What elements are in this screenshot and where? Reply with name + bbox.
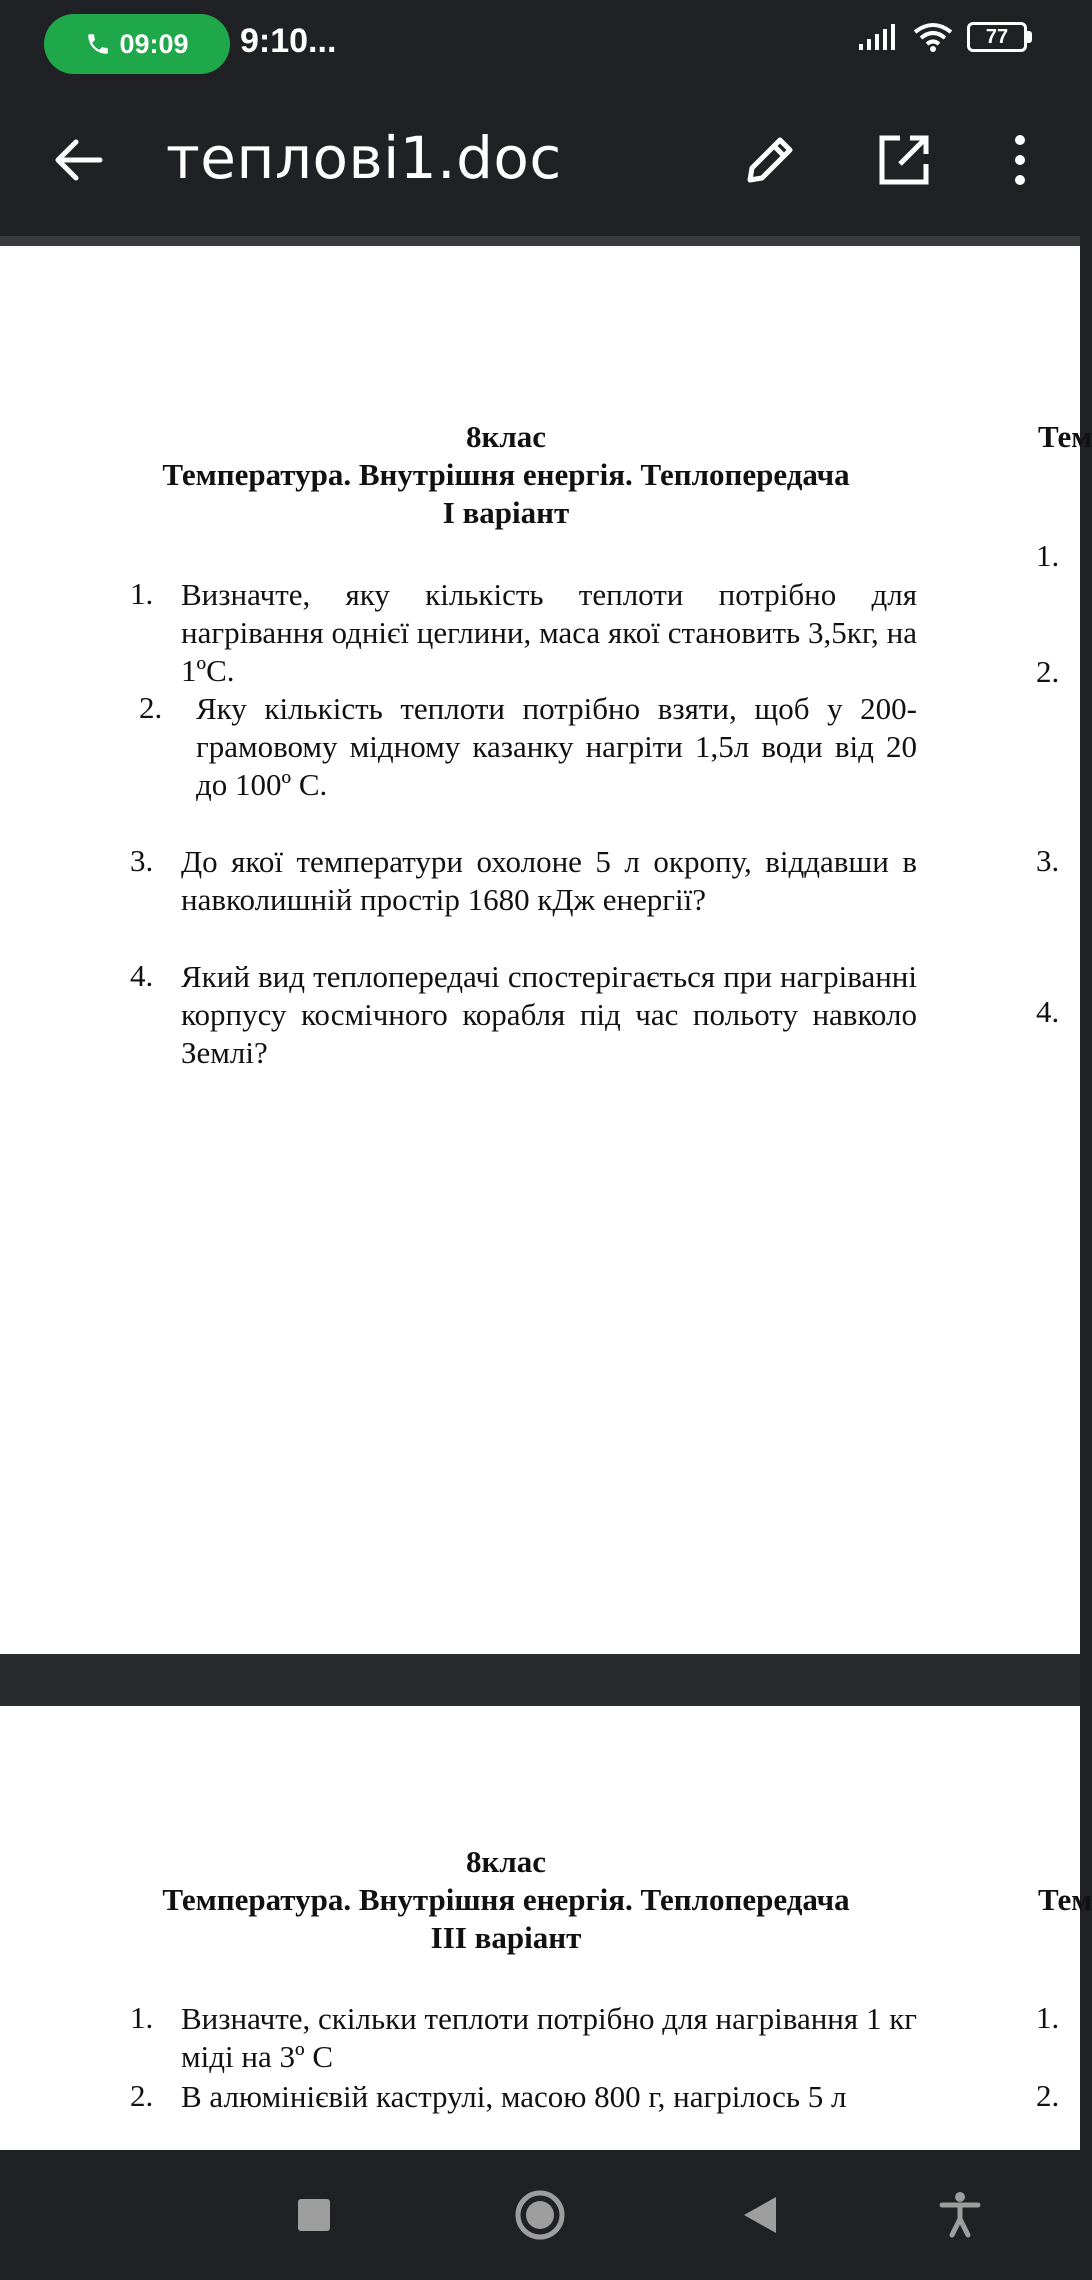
status-icons [857, 22, 1032, 52]
adjacent-question-number: 2. [1036, 654, 1060, 689]
question-text: Визначте, яку кількість теплоти потрібно для нагрівання однієї цеглини, маса якої становить 3,5кг, на 1ºС. [181, 577, 917, 688]
question-text: Яку кількість теплоти потрібно взяти, щоб у 200-грамовому мідному казанку нагріти 1,5л води від 20 до 100º С. [196, 691, 917, 802]
adjacent-question-number: 2. [1036, 2078, 1060, 2113]
home-circle-icon[interactable] [510, 2185, 570, 2245]
edit-pencil-icon[interactable] [738, 128, 802, 192]
signal-icon [857, 22, 899, 52]
open-external-icon[interactable] [872, 128, 936, 192]
page-topic: Температура. Внутрішня енергія. Теплопередача [162, 1882, 850, 1917]
question-number: 2. [130, 2078, 154, 2113]
battery-level: 77 [967, 22, 1027, 52]
question-number: 4. [130, 958, 154, 993]
question-number: 3. [130, 843, 154, 878]
page-variant: I варіант [442, 495, 570, 530]
page-separator [0, 1654, 1080, 1706]
more-options-icon[interactable] [1000, 128, 1040, 192]
status-bar [0, 0, 1080, 90]
wifi-icon [913, 22, 953, 52]
accessibility-icon[interactable] [930, 2185, 990, 2245]
call-timer: 09:09 [119, 28, 189, 59]
recents-square-icon[interactable] [284, 2185, 344, 2245]
page-grade: 8клас [465, 1844, 546, 1879]
battery-indicator [967, 22, 1032, 52]
adjacent-question-number: 3. [1036, 843, 1060, 878]
adjacent-question-number: 1. [1036, 538, 1060, 573]
app-bar-divider [0, 236, 1080, 246]
adjacent-page-header: Тем [1038, 1882, 1092, 1917]
document-viewport[interactable] [0, 246, 1092, 2150]
question-text: Визначте, скільки теплоти потрібно для нагрівання 1 кг міді на 3º С [181, 2001, 917, 2074]
ongoing-call-chip[interactable] [44, 14, 230, 74]
adjacent-question-number: 1. [1036, 2000, 1060, 2035]
phone-icon [85, 31, 111, 57]
app-bar [0, 90, 1080, 230]
document-page-1 [0, 246, 1092, 1654]
question-text: До якої температури охолоне 5 л окропу, віддавши в навколишній простір 1680 кДж енергії? [181, 844, 917, 917]
question-number: 2. [139, 690, 163, 725]
question-text: Який вид теплопередачі спостерігається при нагріванні корпусу космічного корабля під час польоту навколо Землі? [181, 959, 917, 1070]
battery-tip [1027, 31, 1032, 43]
question-text: В алюмінієвій каструлі, масою 800 г, нагрілось 5 л [181, 2079, 847, 2114]
question-number: 1. [130, 2000, 154, 2035]
back-triangle-icon[interactable] [730, 2185, 790, 2245]
page-variant: III варіант [430, 1920, 582, 1955]
question-number: 1. [130, 576, 154, 611]
adjacent-page-header: Тем [1038, 419, 1092, 454]
status-clock: 9:10... [240, 22, 337, 60]
page-topic: Температура. Внутрішня енергія. Теплопередача [162, 457, 850, 492]
back-arrow-icon[interactable] [46, 128, 110, 192]
adjacent-question-number: 4. [1036, 994, 1060, 1029]
page-grade: 8клас [465, 419, 546, 454]
document-page-2 [0, 1706, 1092, 2166]
document-title: теплові1.doc [166, 124, 562, 192]
navigation-bar [0, 2150, 1080, 2280]
